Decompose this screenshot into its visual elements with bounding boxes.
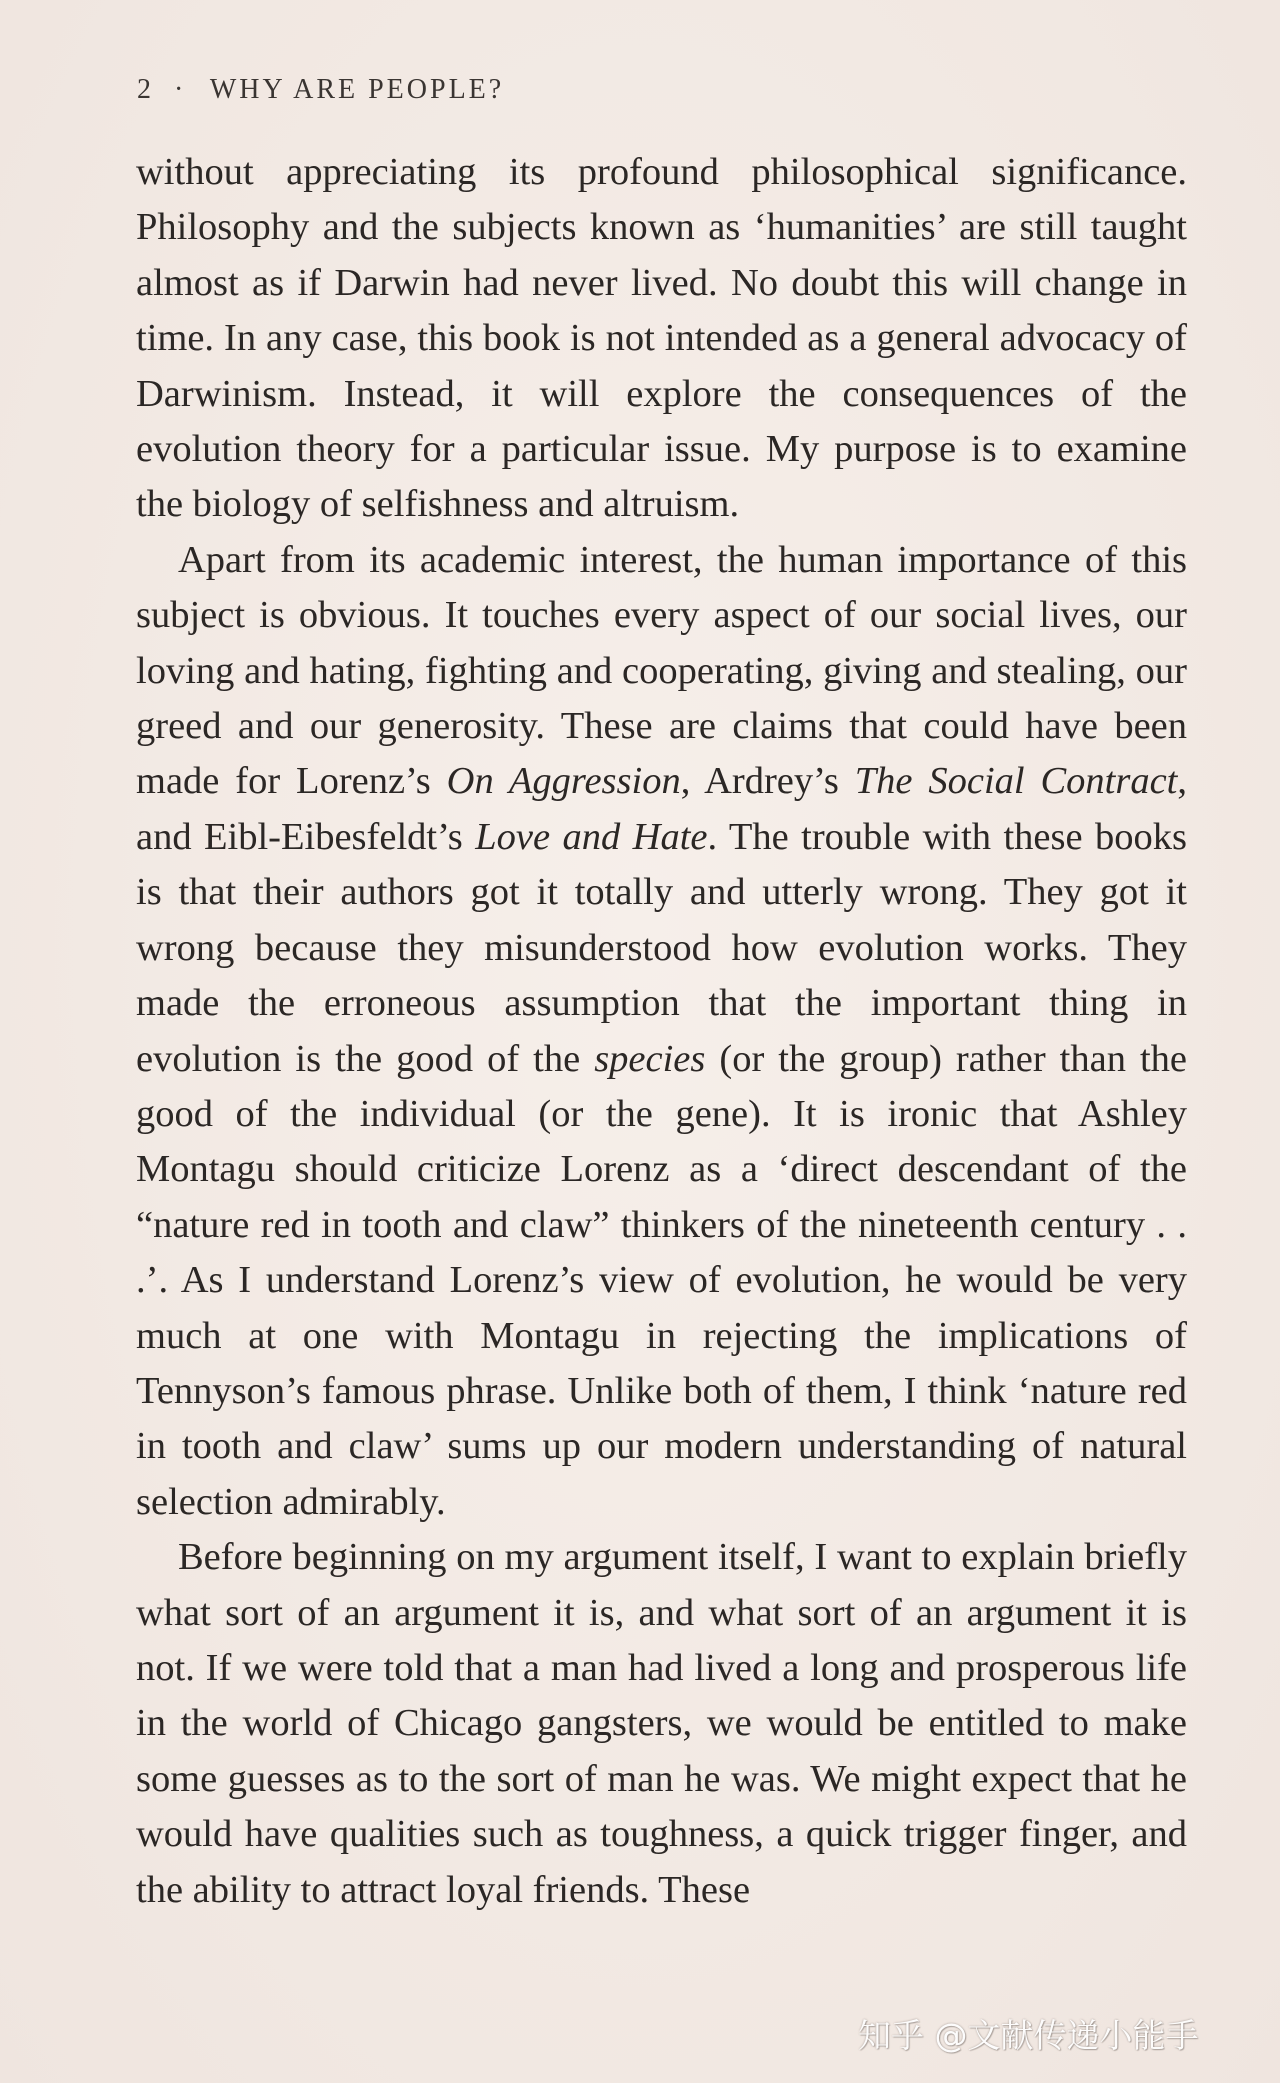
emphasis-species: species [594,1037,706,1080]
paragraph-1 [136,145,1187,533]
paragraph-3-text: Before beginning on my argument itself, I want to explain briefly what sort of an argument it is, and what sort of an argument it is not. If we were told that a man had lived a long and prosperous life in the world of Chicago gangsters, we would be entitled to make some guesses as to the sort of man he was. We might expect that he would have qualities such as toughness, a quick trigger finger, and the ability to attract loyal friends. These [136,1536,1187,1911]
page-number: 2 [137,74,154,105]
paragraph-2-text-c: , and Eibl-Eibesfeldt’s [136,760,1187,858]
running-head [137,74,504,106]
paragraph-2-text-e: (or the group) rather than the good of the individual (or the gene). It is ironic that Ashley Montagu should criticize Lorenz as a ‘direct descendant of the “nature red in tooth and claw” thinkers of the nineteenth century . . .’. As I understand Lorenz’s view of evolution, he would be very much at one with Montagu in rejecting the implications of Tennyson’s famous phrase. Unlike both of them, I think ‘nature red in tooth and claw’ sums up our modern understanding of natural selection admirably. [136,1037,1187,1523]
header-separator: · [174,74,187,105]
body-text [136,145,1187,1918]
book-title-on-aggression: On Aggression [446,760,681,803]
book-title-the-social-contract: The Social Contract [854,760,1178,803]
paragraph-2 [136,533,1187,1530]
paragraph-2-text-d: . The trouble with these books is that their authors got it totally and utterly wrong. They got it wrong because they misunderstood how evolution works. They made the erroneous assumption that the important thing in evolution is the good of the [136,815,1187,1080]
watermark: 知乎 @文献传递小能手 [858,2016,1199,2055]
paragraph-2-text-b: , Ardrey’s [680,760,855,803]
paragraph-2-text-a: Apart from its academic interest, the human importance of this subject is obvious. It touches every aspect of our social lives, our loving and hating, fighting and cooperating, giving and stealing, our greed and our generosity. These are claims that could have been made for Lorenz’s [136,538,1187,803]
paragraph-3 [136,1530,1187,1918]
chapter-title: WHY ARE PEOPLE? [209,74,505,105]
paragraph-1-text: without appreciating its profound philosophical significance. Philosophy and the subjects known as ‘humanities’ are still taught almost as if Darwin had never lived. No doubt this will change in time. In any case, this book is not intended as a general advocacy of Darwinism. Instead, it will explore the consequences of the evolution theory for a particular issue. My purpose is to examine the biology of selfishness and altruism. [136,151,1187,526]
book-title-love-and-hate: Love and Hate [475,815,708,858]
